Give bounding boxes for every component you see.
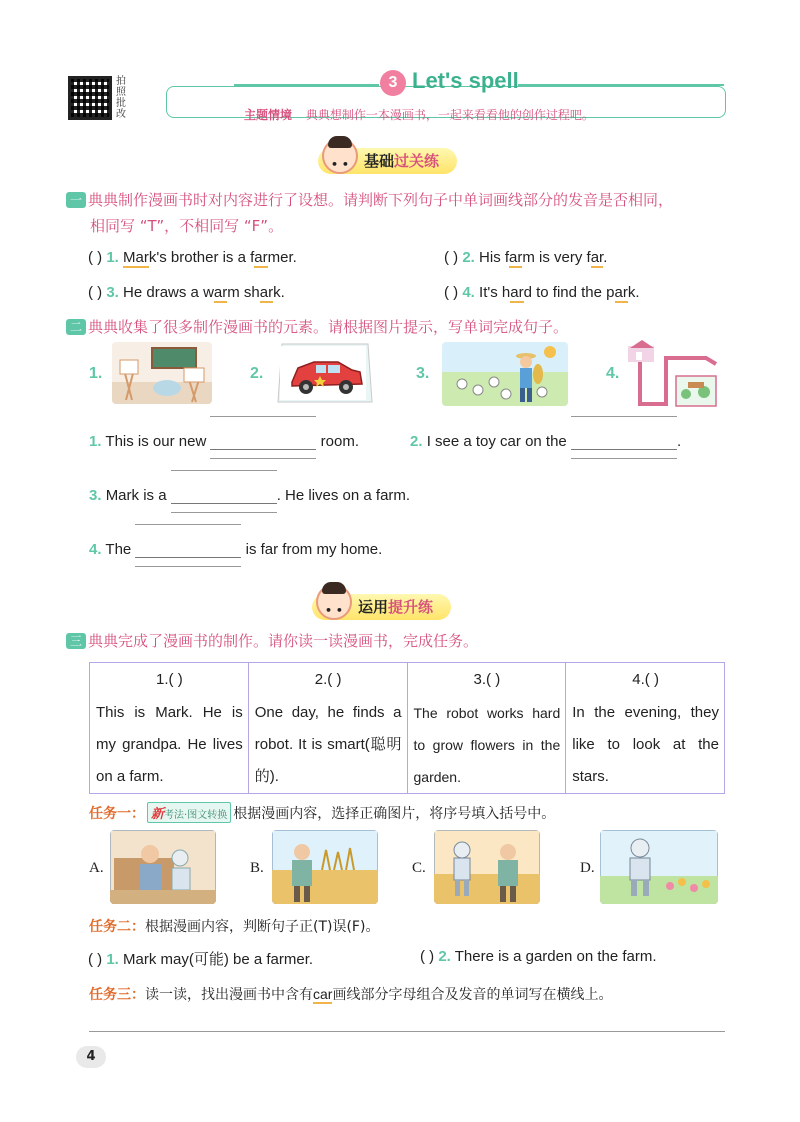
item-text: There is a garden on the farm. [454, 948, 657, 965]
sentence-text: room. [320, 433, 359, 450]
task-text: 根据漫画内容，判断句子正(T)误(F)。 [145, 919, 380, 935]
answer-bracket[interactable]: ( ) [88, 951, 103, 968]
sentence-text: Mark is a [105, 487, 167, 504]
farmer-picture [442, 342, 568, 406]
item-text: k. [627, 284, 640, 301]
title-divider-right [518, 84, 724, 86]
item-text: d to find the p [523, 284, 615, 301]
qr-caption: 拍照批改 [116, 76, 126, 120]
q1-item-4 [444, 284, 640, 301]
picture-label-3: 3. [416, 365, 430, 382]
cartoon-boy-icon [322, 138, 358, 174]
task2-item-2 [420, 948, 657, 965]
toy-car-picture [272, 338, 378, 406]
item-number: 2. [410, 433, 423, 450]
comic-panel-4 [566, 663, 724, 793]
theme-label: 主题情境 [244, 108, 293, 122]
question-3-instruction [66, 628, 746, 654]
page-number: 4 [76, 1046, 106, 1068]
sentence-text: I see a toy car on the [426, 433, 567, 450]
instruction-line-1: 典典制作漫画书时对内容进行了设想。请判断下列句子中单词画线部分的发音是否相同， [88, 191, 674, 209]
answer-bracket[interactable]: ( ) [644, 671, 659, 688]
answer-bracket[interactable]: ( ) [327, 671, 342, 688]
sentence-text: The [105, 541, 132, 558]
answer-writing-line[interactable] [171, 484, 277, 504]
task-1-instruction [89, 802, 555, 823]
panel-number [572, 669, 719, 691]
answer-writing-line[interactable] [571, 430, 677, 450]
comic-panel-3 [408, 663, 567, 793]
q2-sentence-1 [89, 430, 359, 450]
answer-bracket[interactable]: ( ) [88, 249, 103, 266]
section-banner-advanced [312, 594, 451, 620]
task-label: 任务一： [89, 806, 145, 822]
answer-bracket[interactable]: ( ) [444, 249, 459, 266]
banner-text-a: 运用 [358, 598, 389, 616]
park-map-picture [626, 338, 720, 410]
task2-item-1 [88, 948, 313, 969]
task-label: 任务三： [89, 987, 145, 1003]
q1-item-3 [88, 284, 285, 301]
new-badge: 新 [151, 807, 165, 822]
underlined-part: ar [510, 284, 524, 301]
page-title: Let's spell [412, 68, 519, 93]
item-number: 1. [106, 951, 119, 968]
sentence-text: . [676, 433, 682, 450]
panel-index: 3. [473, 671, 487, 688]
section-banner-basic [318, 148, 457, 174]
panel-text: In the evening, they like to look at the stars. [572, 704, 719, 785]
panel-number [96, 669, 243, 691]
option-label-a: A. [89, 860, 104, 876]
answer-writing-line[interactable] [210, 430, 316, 450]
answer-bracket[interactable]: ( ) [444, 284, 459, 301]
item-number: 2. [462, 249, 475, 266]
picture-label-4: 4. [606, 365, 620, 382]
title-divider-left [234, 84, 379, 86]
banner-text-b: 提升练 [388, 598, 434, 616]
underlined-part: ar [614, 284, 628, 301]
question-number-badge: 三 [66, 633, 86, 649]
art-room-picture [112, 342, 212, 404]
panel-index: 2. [314, 671, 328, 688]
q2-sentence-4 [89, 538, 382, 558]
item-text: He draws a w [123, 284, 214, 301]
underlined-part: Mar [123, 249, 149, 266]
option-c-picture[interactable] [434, 830, 540, 904]
question-2-instruction [66, 314, 746, 340]
item-text: mer. [267, 249, 297, 266]
sentence-text: . He lives on a farm. [276, 487, 411, 504]
instruction-text: 典典收集了很多制作漫画书的元素。请根据图片提示，写单词完成句子。 [88, 318, 569, 336]
answer-bracket[interactable]: ( ) [486, 671, 501, 688]
qr-code[interactable] [68, 76, 112, 120]
panel-index: 4. [632, 671, 645, 688]
option-label-b: B. [250, 860, 264, 876]
q2-sentence-3 [89, 484, 410, 504]
task-2-instruction [89, 916, 379, 936]
task-text: 根据漫画内容，选择正确图片，将序号填入括号中。 [233, 806, 556, 822]
question-number-badge: 二 [66, 319, 86, 335]
item-text: Mark may(可能) be a farmer. [123, 951, 314, 968]
underlined-part: ar [590, 249, 604, 266]
panel-text: The robot works hard to grow flowers in the garden. [413, 705, 561, 785]
item-number: 1. [106, 249, 119, 266]
comic-panel-2 [249, 663, 408, 793]
question-number-badge: 一 [66, 192, 86, 208]
panel-index: 1. [156, 671, 169, 688]
item-text: It's h [479, 284, 511, 301]
underlined-part: ar [509, 249, 523, 266]
cartoon-boy-icon [316, 584, 352, 620]
task-text: 读一读，找出漫画书中含有 [145, 987, 313, 1003]
item-number: 2. [438, 948, 451, 965]
banner-text-a: 基础 [364, 152, 395, 170]
question-1-instruction [66, 187, 746, 239]
option-a-picture[interactable] [110, 830, 216, 904]
underlined-part: ar [254, 249, 268, 266]
item-text: k's brother is a f [148, 249, 255, 266]
item-number: 3. [106, 284, 119, 301]
underlined-part: ar [213, 284, 228, 301]
q2-sentence-2 [410, 430, 681, 450]
item-text: m sh [227, 284, 260, 301]
task-3-instruction [89, 984, 612, 1004]
answer-bracket[interactable]: ( ) [420, 948, 435, 965]
exam-method-tag [147, 802, 231, 823]
example-word: car [313, 986, 333, 1002]
theme-description: 典典想制作一本漫画书，一起来看看他的创作过程吧。 [305, 108, 594, 122]
underlined-part: ar [259, 284, 274, 301]
item-number: 3. [89, 487, 102, 504]
q1-item-1 [88, 249, 297, 266]
tag-text: 考法·图文转换 [164, 810, 228, 821]
panel-text: One day, he finds a robot. It is smart(聪明的). [254, 704, 402, 785]
panel-number [414, 669, 561, 691]
picture-label-1: 1. [89, 365, 103, 382]
sentence-text: is far from my home. [245, 541, 383, 558]
comic-panel-1 [90, 663, 249, 793]
answer-writing-line[interactable] [135, 538, 241, 558]
option-d-picture[interactable] [600, 830, 718, 904]
option-label-d: D. [580, 860, 595, 876]
banner-text-b: 过关练 [394, 152, 440, 170]
answer-bracket[interactable]: ( ) [88, 284, 103, 301]
theme-context [244, 106, 594, 123]
answer-bracket[interactable]: ( ) [168, 671, 183, 688]
item-number: 4. [462, 284, 475, 301]
footer-divider [89, 1031, 725, 1032]
unit-number-badge: 3 [380, 70, 406, 96]
item-text: . [603, 249, 608, 266]
task-text: 画线部分字母组合及发音的单词写在横线上。 [332, 987, 613, 1003]
item-number: 1. [89, 433, 102, 450]
panel-number [255, 669, 402, 691]
item-text: k. [273, 284, 285, 301]
item-number: 4. [89, 541, 102, 558]
sentence-text: This is our new [105, 433, 207, 450]
instruction-line-2: 相同写 “T”，不相同写 “F”。 [90, 217, 284, 235]
q1-item-2 [444, 249, 607, 266]
panel-text: This is Mark. He is my grandpa. He lives on a farm. [96, 704, 243, 785]
option-b-picture[interactable] [272, 830, 378, 904]
task-label: 任务二： [89, 919, 145, 935]
picture-label-2: 2. [250, 365, 264, 382]
item-text: m is very f [522, 249, 591, 266]
item-text: His f [479, 249, 510, 266]
instruction-text: 典典完成了漫画书的制作。请你读一读漫画书，完成任务。 [88, 632, 479, 650]
option-label-c: C. [412, 860, 426, 876]
comic-panel-table [89, 662, 725, 794]
